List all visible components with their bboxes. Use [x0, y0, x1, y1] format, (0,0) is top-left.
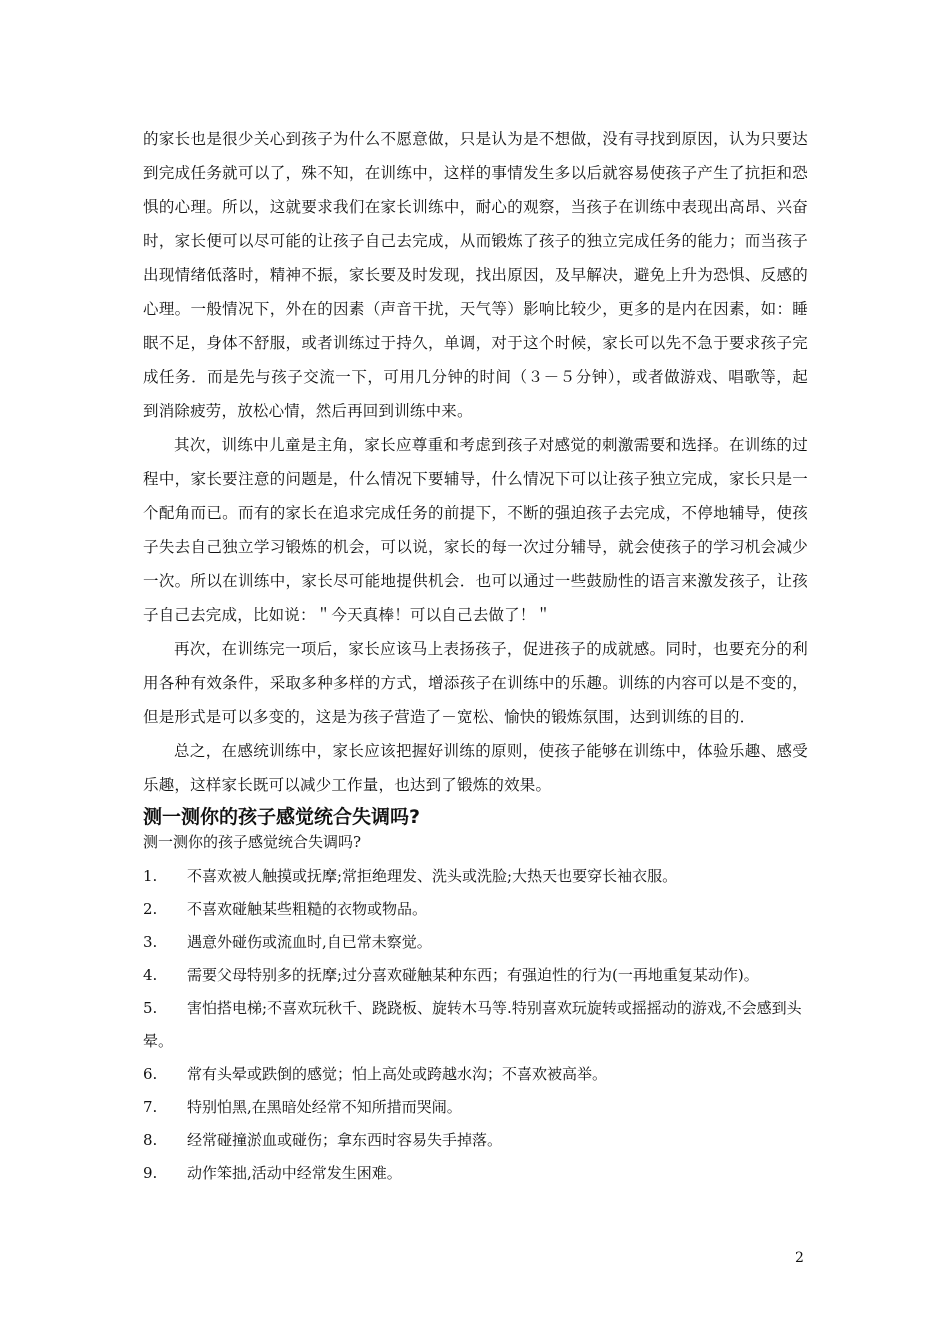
- item-text: 害怕搭电梯;不喜欢玩秋千、跷跷板、旋转木马等.特别喜欢玩旋转或摇摇动的游戏,不会感到头晕。: [143, 999, 802, 1050]
- section-heading: 测一测你的孩子感觉统合失调吗?: [143, 806, 421, 828]
- item-number: 6.: [143, 1065, 158, 1083]
- item-text: 需要父母特别多的抚摩;过分喜欢碰触某种东西；有强迫性的行为(一再地重复某动作)。: [187, 966, 759, 984]
- list-item: [143, 1058, 808, 1091]
- item-number: 4.: [143, 966, 158, 984]
- paragraph-4: 总之，在感统训练中，家长应该把握好训练的原则，使孩子能够在训练中，体验乐趣、感受乐趣，这样家长既可以减少工作量，也达到了锻炼的效果。: [143, 742, 808, 794]
- list-item: [143, 893, 808, 926]
- item-number: 9.: [143, 1164, 158, 1182]
- item-number: 5.: [143, 999, 158, 1017]
- item-text: 不喜欢碰触某些粗糙的衣物或物品。: [187, 900, 428, 918]
- item-text: 遇意外碰伤或流血时,自已常未察觉。: [187, 933, 432, 951]
- paragraph-2: 其次，训练中儿童是主角，家长应尊重和考虑到孩子对感觉的刺激需要和选择。在训练的过程中，家长要注意的问题是，什么情况下要辅导，什么情况下可以让孩子独立完成，家长只是一个配角而已。而有的家长在追求完成任务的前提下，不断的强迫孩子去完成，不停地辅导，使孩子失去自己独立学习锻炼的机会，可以说，家长的每一次过分辅导，就会使孩子的学习机会减少一次。所以在训练中，家长尽可能地提供机会．也可以通过一些鼓励性的语言来激发孩子，让孩子自己去完成，比如说：＂今天真棒！可以自己去做了！＂: [143, 436, 808, 624]
- item-number: 1.: [143, 867, 158, 885]
- list-item: [143, 1157, 808, 1190]
- list-item: [143, 959, 808, 992]
- list-item: [143, 992, 808, 1058]
- item-text: 经常碰撞淤血或碰伤；拿东西时容易失手掉落。: [187, 1131, 503, 1149]
- item-text: 不喜欢被人触摸或抚摩;常拒绝理发、洗头或洗脸;大热天也要穿长袖衣服。: [187, 867, 678, 885]
- item-number: 3.: [143, 933, 158, 951]
- item-number: 8.: [143, 1131, 158, 1149]
- item-text: 特别怕黑,在黑暗处经常不知所措而哭闹。: [187, 1098, 462, 1116]
- list-item: [143, 860, 808, 893]
- section-subheading: 测一测你的孩子感觉统合失调吗?: [143, 833, 362, 851]
- list-item: [143, 1091, 808, 1124]
- page-number: 2: [795, 1250, 804, 1266]
- question-list: [143, 860, 808, 1190]
- list-item: [143, 926, 808, 959]
- item-number: 2.: [143, 900, 158, 918]
- item-text: 动作笨拙,活动中经常发生困难。: [187, 1164, 402, 1182]
- page-content: [143, 122, 808, 1190]
- paragraph-3: 再次，在训练完一项后，家长应该马上表扬孩子，促进孩子的成就感。同时，也要充分的利用各种有效条件，采取多种多样的方式，增添孩子在训练中的乐趣。训练的内容可以是不变的，但是形式是可以多变的，这是为孩子营造了－宽松、愉快的锻炼氛围，达到训练的目的．: [143, 640, 808, 726]
- list-item: [143, 1124, 808, 1157]
- item-text: 常有头晕或跌倒的感觉；怕上高处或跨越水沟；不喜欢被高举。: [187, 1065, 608, 1083]
- item-number: 7.: [143, 1098, 158, 1116]
- paragraph-1: 的家长也是很少关心到孩子为什么不愿意做，只是认为是不想做，没有寻找到原因，认为只要达到完成任务就可以了，殊不知，在训练中，这样的事情发生多以后就容易使孩子产生了抗拒和恐惧的心理。所以，这就要求我们在家长训练中，耐心的观察，当孩子在训练中表现出高昂、兴奋时，家长便可以尽可能的让孩子自己去完成，从而锻炼了孩子的独立完成任务的能力；而当孩子出现情绪低落时，精神不振，家长要及时发现，找出原因，及早解决，避免上升为恐惧、反感的心理。一般情况下，外在的因素（声音干扰，天气等）影响比较少，更多的是内在因素，如：睡眠不足，身体不舒服，或者训练过于持久，单调，对于这个时候，家长可以先不急于要求孩子完成任务．而是先与孩子交流一下，可用几分钟的时间（３－５分钟），或者做游戏、唱歌等，起到消除疲劳，放松心情，然后再回到训练中来。: [143, 130, 808, 420]
